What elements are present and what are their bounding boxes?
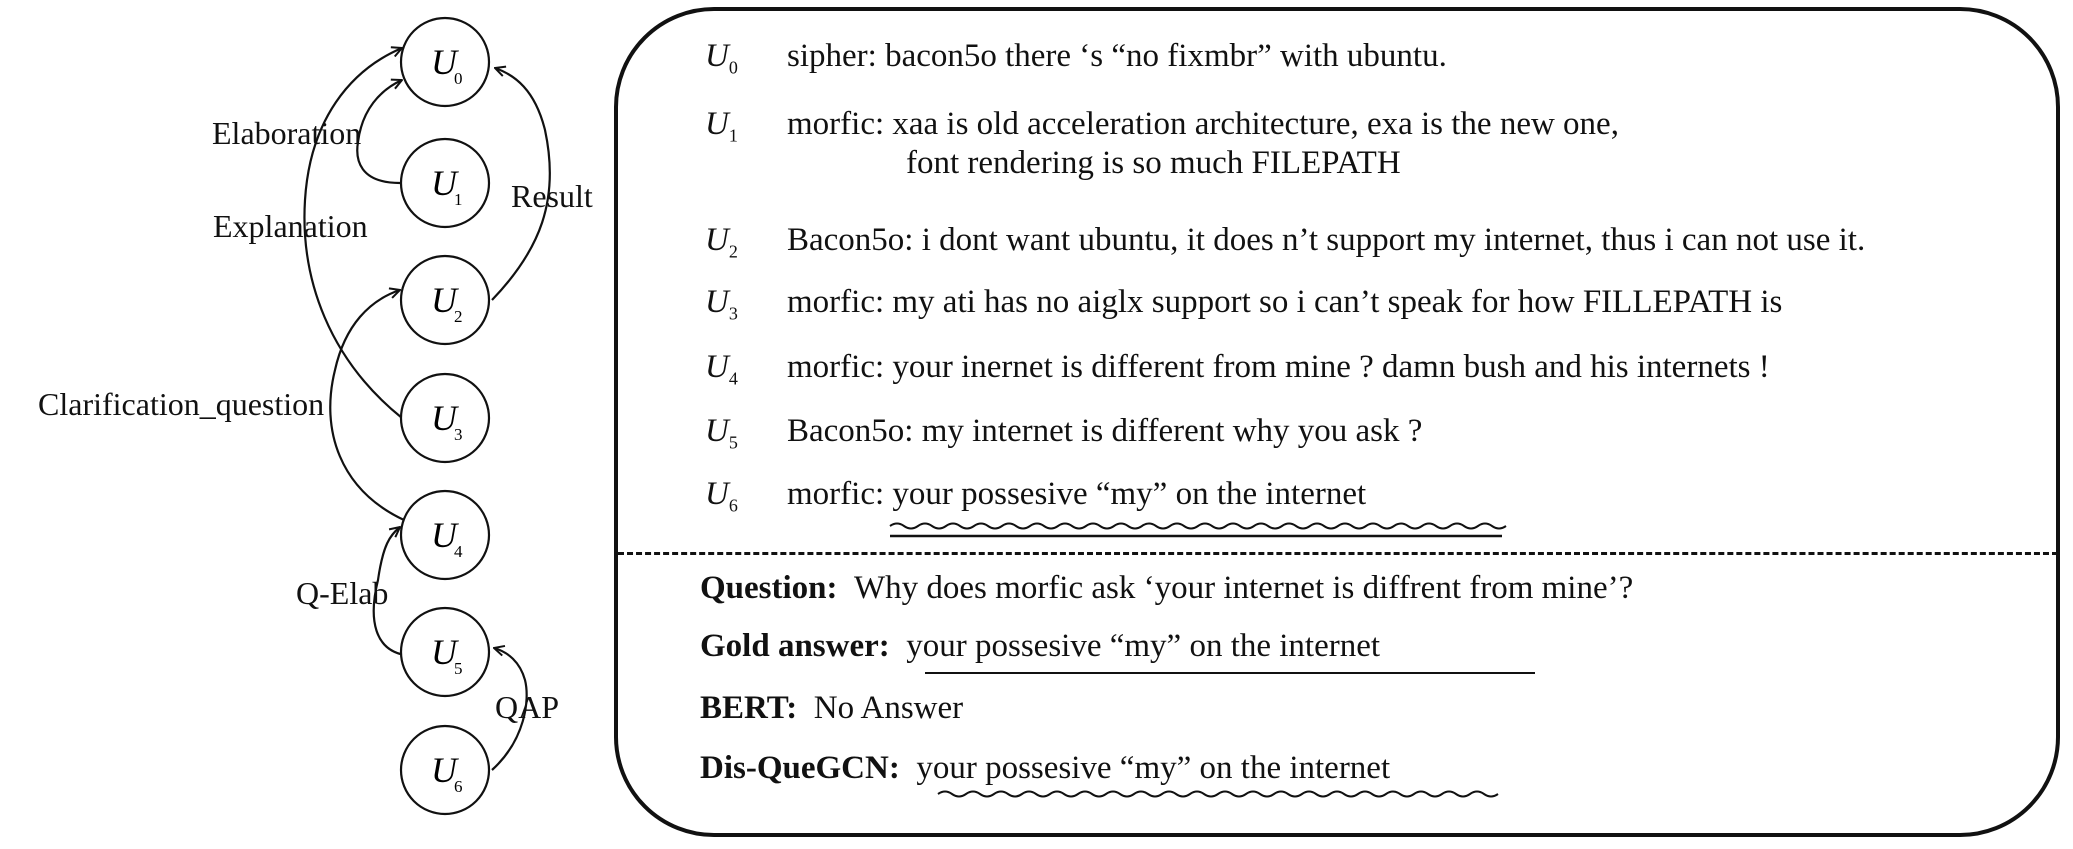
gold-answer-underline: [925, 672, 1535, 674]
utterance-id: $U_6$: [705, 476, 738, 516]
node-subscript: 0: [454, 69, 463, 88]
node-subscript: 1: [454, 190, 463, 209]
model-label: Dis-QueGCN:: [700, 750, 900, 786]
utterance-text: morfic: xaa is old acceleration architecture, exa is the new one,: [787, 106, 1619, 142]
node-u0: [401, 18, 489, 106]
node-subscript: 2: [454, 307, 463, 326]
question-text: Why does morfic ask ‘your internet is diffrent from mine’?: [854, 570, 1634, 606]
utterance-text: morfic: your possesive “my” on the internet: [787, 476, 1367, 512]
relation-explanation: Explanation: [213, 208, 368, 244]
node-label: U: [431, 750, 457, 790]
node-subscript: 6: [454, 777, 463, 796]
node-u3: [401, 374, 489, 462]
utterance-id: $U_1$: [705, 106, 738, 146]
edge-u4-u2: [330, 290, 404, 520]
utterance-continuation: font rendering is so much FILEPATH: [906, 145, 1401, 181]
node-label: U: [431, 632, 457, 672]
relation-clarification-question: Clarification_question: [38, 386, 325, 422]
utterance-id: $U_0$: [705, 38, 738, 78]
edge-u1-u0: [357, 80, 402, 183]
discourse-graph: [0, 0, 614, 849]
relation-result: Result: [511, 178, 593, 214]
utterance-id: $U_4$: [705, 349, 738, 389]
node-subscript: 5: [454, 659, 463, 678]
utterance-text: Bacon5o: my internet is different why you ask ?: [787, 413, 1423, 449]
node-label: U: [431, 515, 457, 555]
model-row: [700, 750, 1390, 787]
utterance-id: $U_2$: [705, 222, 738, 262]
utterance-text: morfic: my ati has no aiglx support so i can’t speak for how FILLEPATH is: [787, 284, 1783, 320]
relation-q-elab: Q-Elab: [296, 575, 389, 611]
model-answer: your possesive “my” on the internet: [916, 750, 1391, 786]
question-label: Question:: [700, 570, 838, 606]
bert-label: BERT:: [700, 690, 798, 726]
gold-answer-label: Gold answer:: [700, 628, 890, 664]
relation-elaboration: Elaboration: [212, 115, 362, 151]
node-u4: [401, 491, 489, 579]
utterance-text: morfic: your inernet is different from mine ? damn bush and his internets !: [787, 349, 1770, 385]
node-u2: [401, 256, 489, 344]
node-label: U: [431, 163, 457, 203]
bert-answer: No Answer: [813, 690, 964, 726]
utterance-text: sipher: bacon5o there ‘s “no fixmbr” with ubuntu.: [787, 38, 1447, 74]
node-label: U: [431, 280, 457, 320]
answer-span-underline: [890, 518, 1510, 542]
model-answer-underline: [938, 786, 1498, 802]
gold-answer-row: [700, 628, 1380, 665]
relation-qap: QAP: [495, 689, 560, 725]
utterance-id: $U_5$: [705, 413, 738, 453]
question-row: [700, 570, 1633, 607]
node-label: U: [431, 42, 457, 82]
utterance-id: $U_3$: [705, 284, 738, 324]
utterance-text: Bacon5o: i dont want ubuntu, it does n’t support my internet, thus i can not use it.: [787, 222, 1866, 258]
node-subscript: 4: [454, 542, 463, 561]
gold-answer-text: your possesive “my” on the internet: [906, 628, 1381, 664]
dashed-divider: [618, 552, 2058, 555]
node-label: U: [431, 398, 457, 438]
bert-row: [700, 690, 963, 727]
node-subscript: 3: [454, 425, 463, 444]
node-u6: [401, 726, 489, 814]
node-u1: [401, 139, 489, 227]
node-u5: [401, 608, 489, 696]
